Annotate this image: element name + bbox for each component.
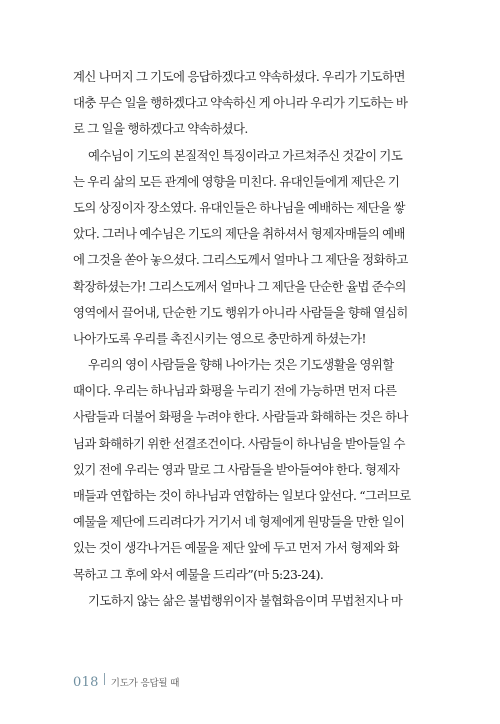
text-line: 때이다. 우리는 하나님과 화평을 누리기 전에 가능하면 먼저 다른	[73, 383, 397, 399]
text-line: 예물을 제단에 드리려다가 거기서 네 형제에게 원망들을 만한 일이	[73, 514, 405, 530]
text-line: 매들과 연합하는 것이 하나님과 연합하는 일보다 앞선다. “그러므로	[73, 488, 411, 503]
text-line: 확장하셨는가! 그리스도께서 얼마나 그 제단을 단순한 율법 준수의	[73, 278, 406, 294]
text-line: 도의 상징이자 장소였다. 유대인들은 하나님을 예배하는 제단을 쌓	[73, 199, 405, 215]
text-line: 에 그것을 쏟아 놓으셨다. 그리스도께서 얼마나 그 제단을 정화하고	[73, 252, 408, 268]
text-line: 는 우리 삶의 모든 관계에 영향을 미친다. 유대인들에게 제단은 기	[73, 173, 400, 189]
paragraph	[73, 143, 438, 353]
text-line: 영역에서 끌어내, 단순한 기도 행위가 아니라 사람들을 향해 열심히	[73, 304, 408, 320]
text-line: 나아가도록 우리를 촉진시키는 영으로 충만하게 하셨는가!	[73, 330, 366, 346]
running-title: 기도가 응답될 때	[110, 678, 180, 689]
text-line: 님과 화해하기 위한 선결조건이다. 사람들이 하나님을 받아들일 수	[73, 435, 405, 451]
text-line: 로 그 일을 행하겠다고 약속하셨다.	[73, 121, 248, 137]
text-line: 대충 무슨 일을 행하겠다고 약속하신 게 아니라 우리가 기도하는 바	[73, 95, 408, 111]
paragraph	[73, 588, 438, 614]
text-line: 있는 것이 생각나거든 예물을 제단 앞에 두고 먼저 가서 형제와 화	[73, 540, 399, 556]
text-line: 예수님이 기도의 본질적인 특징이라고 가르쳐주신 것같이 기도	[88, 147, 403, 163]
page-number: 018	[73, 674, 99, 690]
text-line: 목하고 그 후에 와서 예물을 드리라”(마 5:23-24).	[73, 566, 324, 582]
text-line: 기도하지 않는 삶은 불법행위이자 불협화음이며 무법천지나 마	[88, 592, 403, 608]
paragraph	[73, 352, 438, 588]
page-footer	[73, 673, 179, 691]
paragraph	[73, 64, 438, 143]
text-line: 았다. 그러나 예수님은 기도의 제단을 취하셔서 형제자매들의 예배	[73, 226, 405, 242]
text-line: 있기 전에 우리는 영과 말로 그 사람들을 받아들여야 한다. 형제자	[73, 461, 400, 477]
text-line: 사람들과 더불어 화평을 누려야 한다. 사람들과 화해하는 것은 하나	[73, 409, 408, 425]
body-text	[73, 64, 438, 614]
text-line: 우리의 영이 사람들을 향해 나아가는 것은 기도생활을 영위할	[88, 357, 394, 373]
footer-divider	[104, 673, 105, 685]
text-line: 계신 나머지 그 기도에 응답하겠다고 약속하셨다. 우리가 기도하면	[73, 69, 405, 84]
